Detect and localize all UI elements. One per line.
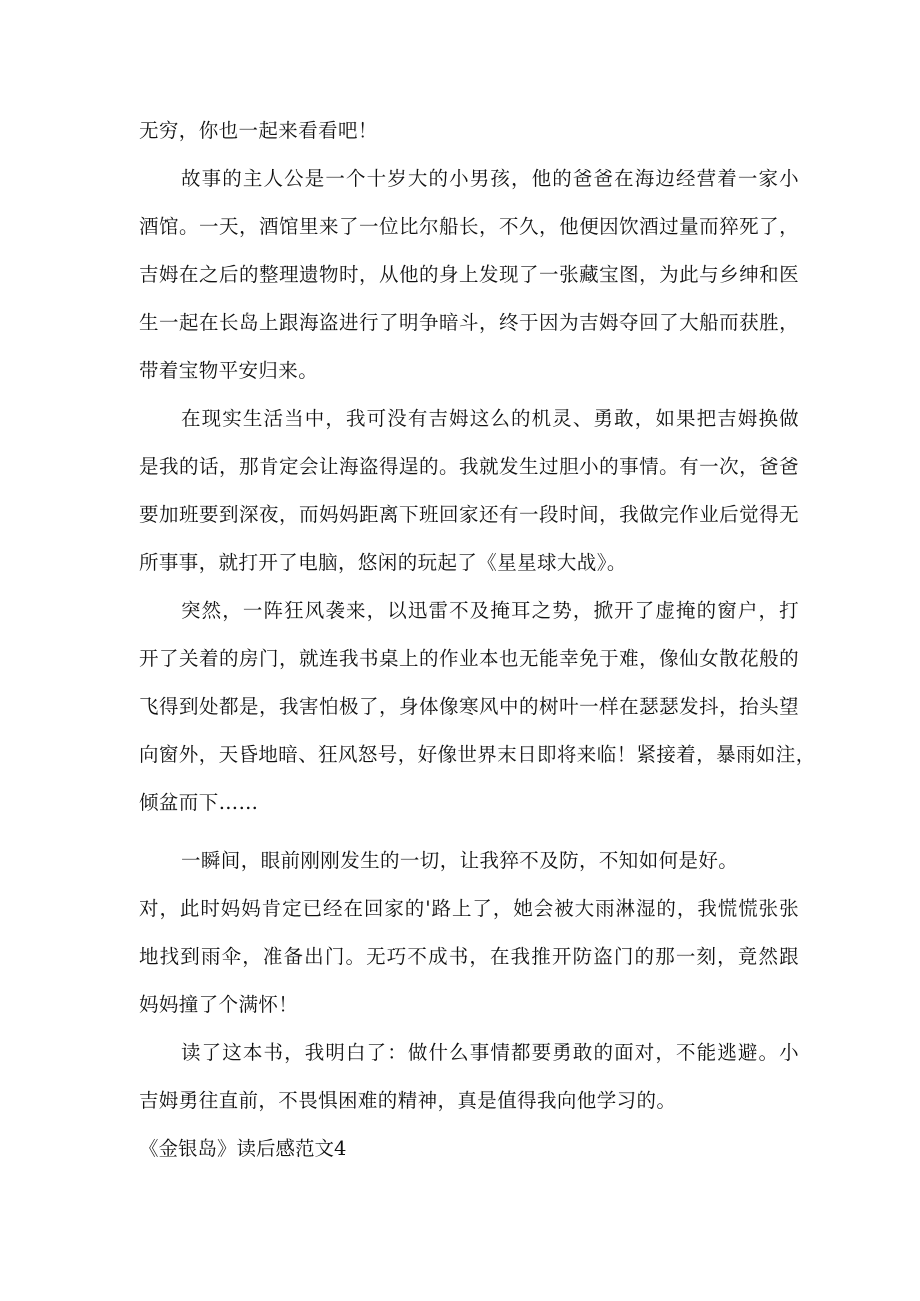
paragraph-line: 带着宝物平安归来。 [139,359,319,382]
paragraph-line: 是我的话，那肯定会让海盗得逞的。我就发生过胆小的事情。有一次，爸爸 [139,455,799,478]
paragraph-line: 生一起在长岛上跟海盗进行了明争暗斗，终于因为吉姆夺回了大船而获胜， [139,311,799,334]
paragraph-line: 无穷，你也一起来看看吧！ [139,119,378,142]
section-heading: 《金银岛》读后感范文4 [139,1137,347,1160]
paragraph-line: 酒馆。一天，酒馆里来了一位比尔船长，不久，他便因饮酒过量而猝死了， [139,215,799,238]
paragraph-line: 倾盆而下…… [139,791,259,814]
paragraph-line: 妈妈撞了个满怀！ [139,993,299,1016]
paragraph-line: 一瞬间，眼前刚刚发生的一切，让我猝不及防，不知如何是好。 [181,849,739,872]
paragraph-line: 向窗外，天昏地暗、狂风怒号，好像世界末日即将来临！紧接着，暴雨如注， [139,743,816,766]
paragraph-line: 吉姆勇往直前，不畏惧困难的精神，真是值得我向他学习的。 [139,1089,677,1112]
paragraph-line: 要加班要到深夜，而妈妈距离下班回家还有一段时间，我做完作业后觉得无 [139,503,799,526]
paragraph-line: 对，此时妈妈肯定已经在回家的'路上了，她会被大雨淋湿的，我慌慌张张 [139,897,799,920]
paragraph-line: 开了关着的房门，就连我书桌上的作业本也无能幸免于难，像仙女散花般的 [139,647,799,670]
paragraph-line: 突然，一阵狂风袭来，以迅雷不及掩耳之势，掀开了虚掩的窗户，打 [181,599,799,622]
paragraph-line: 飞得到处都是，我害怕极了，身体像寒风中的树叶一样在瑟瑟发抖，抬头望 [139,695,799,718]
paragraph-line: 在现实生活当中，我可没有吉姆这么的机灵、勇敢，如果把吉姆换做 [181,407,799,430]
paragraph-line: 故事的主人公是一个十岁大的小男孩，他的爸爸在海边经营着一家小 [181,167,799,190]
paragraph-line: 所事事，就打开了电脑，悠闲的玩起了《星星球大战》。 [139,551,627,574]
paragraph-line: 吉姆在之后的整理遗物时，从他的身上发现了一张藏宝图，为此与乡绅和医 [139,263,799,286]
paragraph-line: 地找到雨伞，准备出门。无巧不成书，在我推开防盗门的那一刻，竟然跟 [139,945,799,968]
paragraph-line: 读了这本书，我明白了：做什么事情都要勇敢的面对，不能逃避。小 [181,1041,799,1064]
